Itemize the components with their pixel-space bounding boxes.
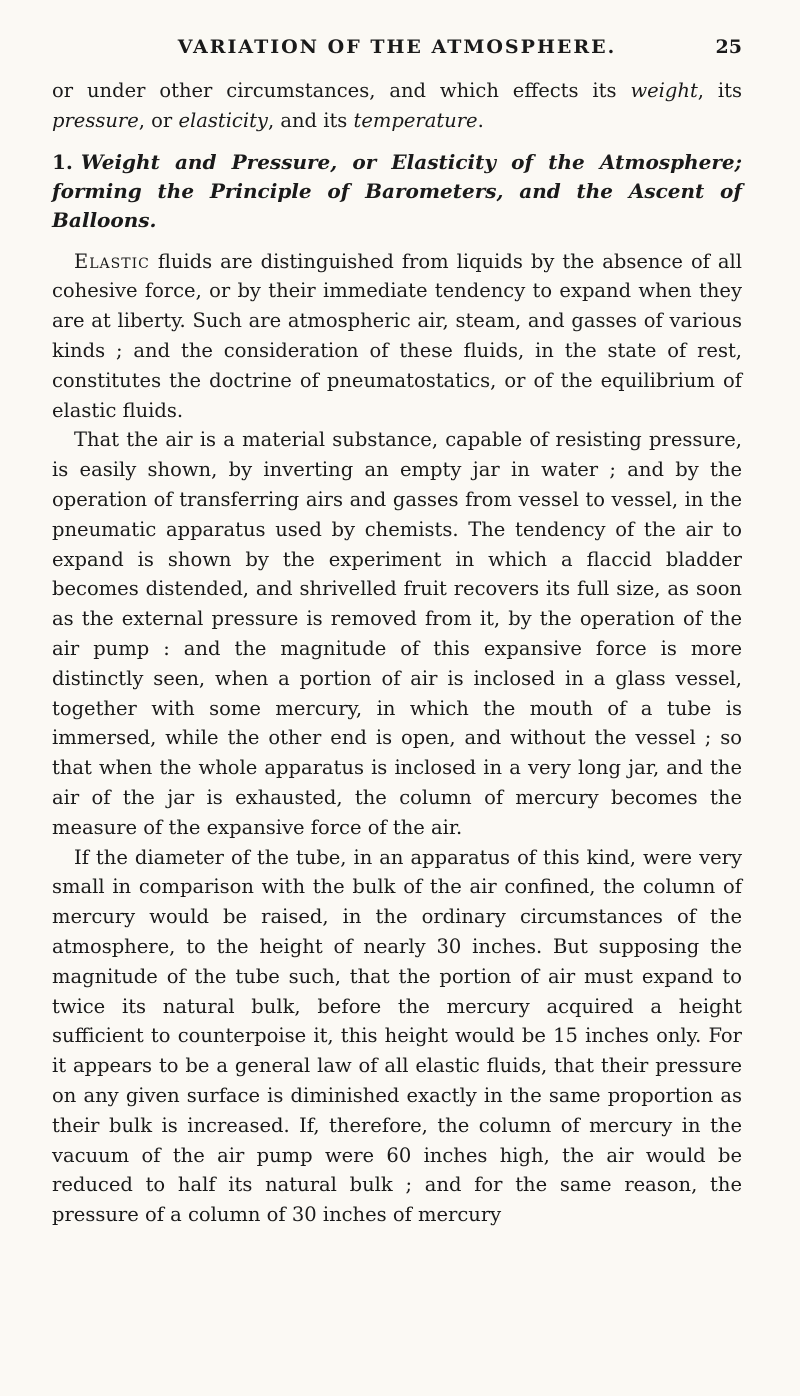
term-pressure: pressure	[52, 108, 139, 132]
term-elasticity: elasticity	[178, 108, 268, 132]
page-number: 25	[715, 36, 742, 58]
opening-text-4: , and its	[267, 108, 354, 132]
paragraph-1-text: fluids are distinguished from liquids by the absence of all cohesive force, or by their immediate tendency to expand when they are at liberty. Such are atmospheric air, steam, and gasses of various kinds ; and the consideration of these fluids, in the state of rest, constitutes the doctrine of pneumatostatics, or of the equilibrium of elastic fluids.	[52, 249, 742, 422]
running-title: VARIATION OF THE ATMOSPHERE.	[177, 36, 617, 58]
paragraph-tube-diameter: If the diameter of the tube, in an apparatus of this kind, were very small in comparison with the bulk of the air confined, the column of mercury would be raised, in the ordinary circumstances of the atmosphere, to the height of nearly 30 inches. But supposing the magnitude of the tube such, that the portion of air must expand to twice its natural bulk, before the mercury acquired a height sufficient to counterpoise it, this height would be 15 inches only. For it appears to be a general law of all elastic fluids, that their pressure on any given surface is diminished exactly in the same proportion as their bulk is increased. If, therefore, the column of mercury in the vacuum of the air pump were 60 inches high, the air would be reduced to half its natural bulk ; and for the same reason, the pressure of a column of 30 inches of mercury	[52, 845, 742, 1227]
body-text	[52, 76, 742, 1230]
section-heading	[52, 148, 742, 235]
running-head	[52, 28, 742, 68]
paragraph-air-material: That the air is a material substance, capable of resisting pressure, is easily shown, by inverting an empty jar in water ; and by the operation of transferring airs and gasses from vessel to vessel, in the pneumatic apparatus used by chemists. The tendency of the air to expand is shown by the experiment in which a flaccid bladder becomes distended, and shrivelled fruit recovers its full size, as soon as the external pressure is removed from it, by the operation of the air pump : and the magnitude of this expansive force is more distinctly seen, when a portion of air is inclosed in a glass vessel, together with some mercury, in which the mouth of a tube is immersed, while the other end is open, and without the vessel ; so that when the whole apparatus is inclosed in a very long jar, and the air of the jar is exhausted, the column of mercury becomes the measure of the expansive force of the air.	[52, 428, 742, 839]
section-number: 1.	[52, 149, 73, 174]
section-title: Weight and Pressure, or Elasticity of the Atmosphere; forming the Principle of Barometers, and the Ascent of Balloons.	[52, 149, 742, 232]
opening-text-5: .	[477, 108, 484, 132]
opening-paragraph	[52, 76, 742, 136]
term-temperature: temperature	[353, 108, 478, 132]
opening-text-2: , its	[697, 79, 742, 102]
term-weight: weight	[630, 79, 698, 102]
opening-text-1: or under other circumstances, and which effects its	[52, 79, 631, 102]
opening-text-3: , or	[138, 108, 179, 132]
paragraph-lead-word: Elastic	[74, 249, 150, 273]
paragraph-elastic-fluids	[52, 247, 742, 426]
